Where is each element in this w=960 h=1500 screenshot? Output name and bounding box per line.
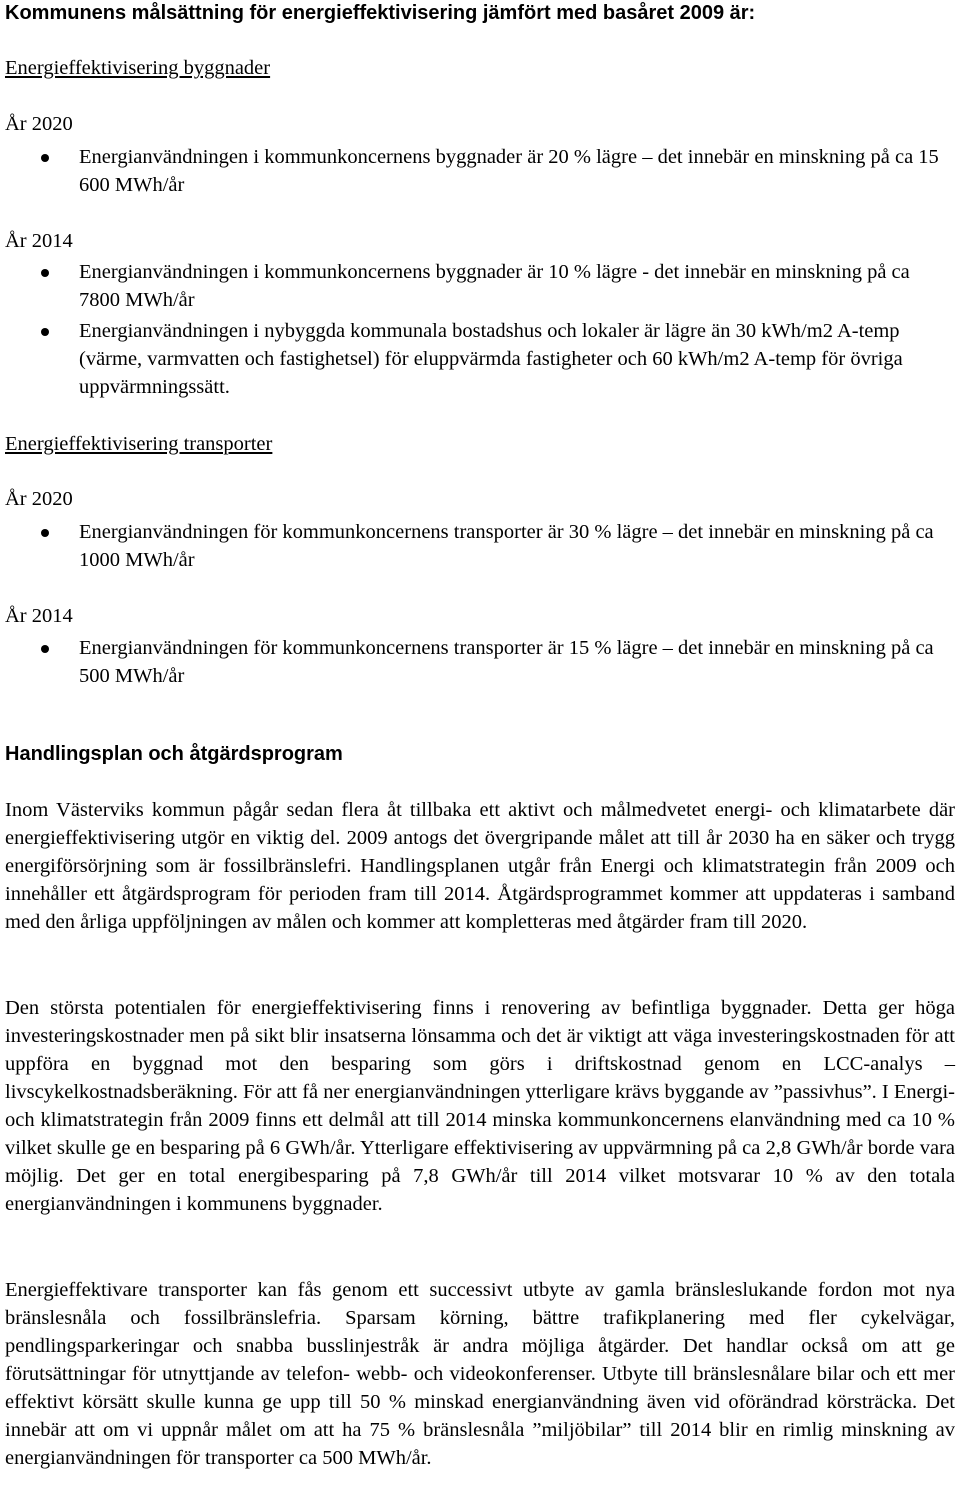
bullet-icon [41,328,49,336]
transport-2020-label: År 2020 [5,488,73,510]
paragraph: Den största potentialen för energieffektivisering finns i renovering av befintliga byggnader. Detta ger höga investeringskostnader men på sikt blir insatserna lönsamma och det är viktigt att väga investeringskostnaden för att uppföra en byggnad mot den besparing som görs i driftskostnad genom en LCC-analys – livscykelkostnadsberäkning. För att få ner energianvändningen ytterligare krävs byggande av ”passivhus”. I Energi- och klimatstrategin från 2009 finns ett delmål att till 2014 minska kommunkoncernens elanvändning med ca 10 % vilket skulle ge en besparing på 6 GWh/år. Ytterligare effektivisering av uppvärmning på ca 2,8 GWh/år borde vara möjlig. Det ger en total energibesparing på 7,8 GWh/år till 2014 vilket motsvarar 10 % av den totala energianvändningen i kommunens byggnader. [5,997,955,1215]
paragraph: Energieffektivare transporter kan fås genom ett successivt utbyte av gamla bränsleslukande fordon mot nya bränslesnåla och fossilbränslefria. Sparsam körning, bättre trafikplanering med fler cykelvägar, pendlingsparkeringar och snabba busslinjestråk är andra möjliga åtgärder. Det handlar också om att ge förutsättningar för utnyttjande av telefon- webb- och videokonferenser. Utbyte till bränslesnålare bilar och ett mer effektivt körsätt skulle kunna ge upp till 50 % minskad energianvändning även vid oförändrad körsträcka. Det innebär att om vi uppnår målet om att ha 75 % bränslesnåla ”miljöbilar” till 2014 blir en rimlig minskning av energianvändningen för transporter ca 500 MWh/år. [5,1279,955,1469]
bullet-text: Energianvändningen i nybyggda kommunala bostadshus och lokaler är lägre än 30 kWh/m2 A-temp (värme, varmvatten och fastighetsel) för eluppvärmda fastigheter och 60 kWh/m2 A-temp för övriga uppvärmningssätt. [79,320,903,398]
bullet-text: Energianvändningen i kommunkoncernens byggnader är 10 % lägre - det innebär en minskning på ca 7800 MWh/år [79,261,910,311]
bullet-icon [41,529,49,537]
buildings-2020-label: År 2020 [5,113,73,135]
bullet-text: Energianvändningen för kommunkoncernens transporter är 15 % lägre – det innebär en minskning på ca 500 MWh/år [79,637,934,687]
transport-heading: Energieffektivisering transporter [5,433,273,455]
bullet-icon [41,645,49,653]
buildings-heading: Energieffektivisering byggnader [5,57,271,79]
plan-heading: Handlingsplan och åtgärdsprogram [5,743,343,765]
paragraph: Inom Västerviks kommun pågår sedan flera åt tillbaka ett aktivt och målmedvetet energi- och klimatarbete där energieffektivisering utgör en viktig del. 2009 antogs det övergripande målet att till år 2030 ha en säker och trygg energiförsörjning som är fossilbränslefri. Handlingsplanen utgår från Energi och klimatstrategin från 2009 och innehåller ett åtgärdsprogram för perioden fram till 2014. Åtgärdsprogrammet kommer att uppdateras i samband med den årliga uppföljningen av målen och kommer att kompletteras med åtgärder fram till 2020. [5,799,955,933]
page-title: Kommunens målsättning för energieffektivisering jämfört med basåret 2009 är: [5,2,756,24]
bullet-text: Energianvändningen för kommunkoncernens transporter är 30 % lägre – det innebär en minskning på ca 1000 MWh/år [79,521,934,571]
bullet-icon [41,269,49,277]
transport-2014-label: År 2014 [5,605,73,627]
buildings-2014-label: År 2014 [5,230,73,252]
bullet-icon [41,154,49,162]
bullet-text: Energianvändningen i kommunkoncernens byggnader är 20 % lägre – det innebär en minskning på ca 15 600 MWh/år [79,146,939,196]
